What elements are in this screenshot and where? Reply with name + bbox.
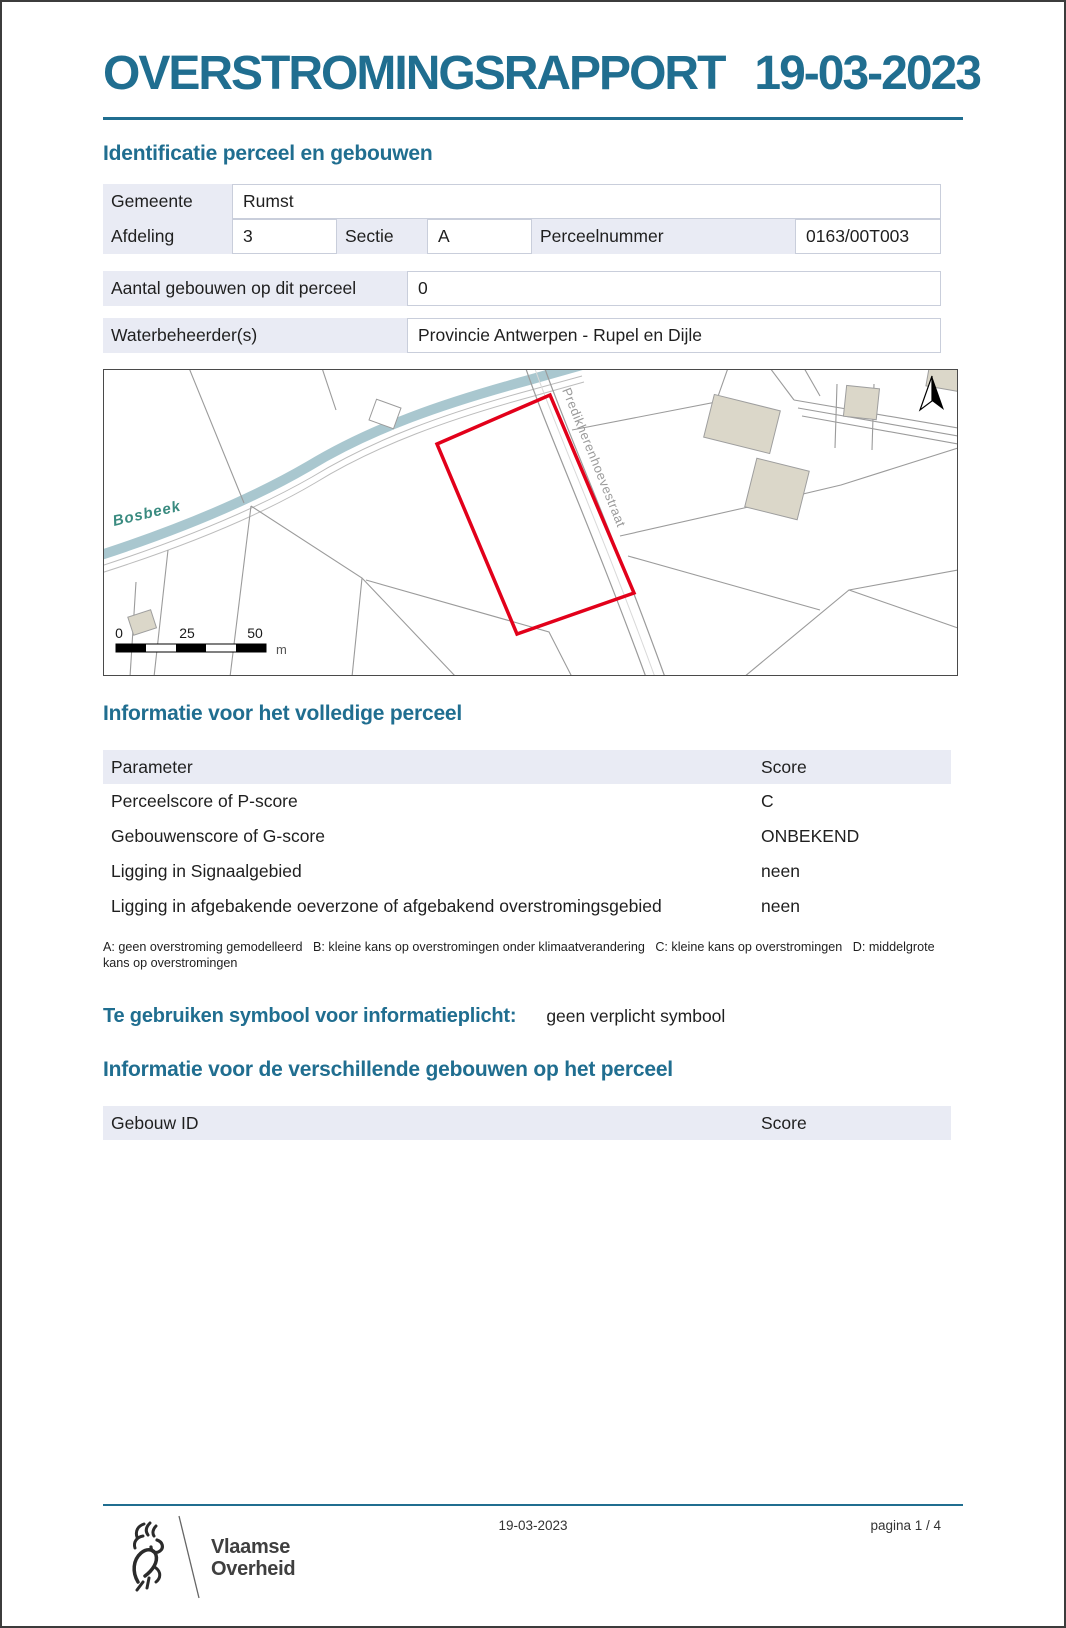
scale-unit: m: [276, 642, 287, 657]
table-header-row: [103, 750, 951, 784]
parcel-map-canvas: [104, 370, 957, 675]
table-row: [103, 184, 941, 219]
table-row: [103, 854, 951, 889]
footer-page-number: pagina 1 / 4: [870, 1518, 941, 1533]
scale-tick-50: 50: [247, 625, 263, 641]
org-name: [211, 1536, 295, 1580]
stream-label: Bosbeek: [111, 497, 183, 530]
perceel-score-table: [103, 750, 951, 924]
sectie-label: Sectie: [337, 219, 427, 254]
column-parameter: Parameter: [111, 756, 193, 777]
scale-tick-0: 0: [115, 625, 123, 641]
row-parameter: Gebouwenscore of G-score: [111, 826, 325, 846]
table-row: [103, 318, 941, 353]
gebouwen-info-heading: Informatie voor de verschillende gebouwen op het perceel: [103, 1058, 673, 1081]
identification-table: [103, 184, 941, 353]
score-legend-footnote: A: geen overstroming gemodelleerd B: kleine kans op overstromingen onder klimaatverandering C: kleine kans op overstromingen D: middelgrote kans op overstromingen: [103, 940, 939, 970]
table-row: [103, 784, 951, 819]
street-label: Predikherenhoevestraat: [559, 385, 629, 530]
perceelnummer-value: 0163/00T003: [795, 219, 941, 254]
org-name-line1: Vlaamse: [211, 1536, 291, 1558]
table-row: [103, 889, 951, 924]
gemeente-label: Gemeente: [103, 184, 232, 219]
stream-bosbeek: [104, 370, 582, 556]
table-row: [103, 819, 951, 854]
title-divider: [103, 117, 963, 120]
gebouwen-score-table: [103, 1106, 951, 1140]
row-score: neen: [761, 896, 800, 916]
page-title: [103, 46, 980, 101]
afdeling-label: Afdeling: [103, 219, 232, 254]
identification-heading: Identificatie perceel en gebouwen: [103, 142, 433, 165]
table-row: [103, 219, 941, 254]
row-parameter: Perceelscore of P-score: [111, 791, 298, 811]
page-footer: [103, 1504, 963, 1580]
row-parameter: Ligging in Signaalgebied: [111, 861, 302, 881]
column-score: Score: [761, 756, 807, 777]
waterbeheerder-label: Waterbeheerder(s): [103, 318, 407, 353]
footer-divider: [103, 1504, 963, 1506]
aantal-gebouwen-value: 0: [407, 271, 941, 306]
parcel-map: [103, 369, 958, 676]
row-score: ONBEKEND: [761, 826, 860, 846]
column-gebouw-id: Gebouw ID: [111, 1112, 199, 1133]
symbool-heading: Te gebruiken symbool voor informatieplicht:: [103, 1005, 517, 1027]
waterbeheerder-value: Provincie Antwerpen - Rupel en Dijle: [407, 318, 941, 353]
aantal-gebouwen-label: Aantal gebouwen op dit perceel: [103, 271, 407, 306]
org-name-line2: Overheid: [211, 1558, 296, 1580]
gemeente-value: Rumst: [232, 184, 941, 219]
selected-parcel-outline: [437, 395, 634, 634]
symbool-value: geen verplicht symbool: [546, 1006, 726, 1026]
column-score: Score: [761, 1112, 807, 1133]
scale-tick-25: 25: [179, 625, 195, 641]
report-title-date: 19-03-2023: [754, 47, 980, 100]
perceelnummer-label: Perceelnummer: [532, 219, 795, 254]
row-score: C: [761, 791, 774, 811]
afdeling-value: 3: [232, 219, 337, 254]
symbool-section: [103, 1005, 963, 1028]
row-score: neen: [761, 861, 800, 881]
footer-date: 19-03-2023: [498, 1518, 568, 1533]
sectie-value: A: [427, 219, 532, 254]
perceel-info-heading: Informatie voor het volledige perceel: [103, 702, 463, 725]
buildings: [128, 370, 957, 635]
row-parameter: Ligging in afgebakende oeverzone of afgebakend overstromingsgebied: [111, 896, 662, 916]
table-row: [103, 271, 941, 306]
report-title: OVERSTROMINGSRAPPORT: [103, 47, 725, 100]
towpath-lines: [104, 376, 584, 574]
table-header-row: [103, 1106, 951, 1140]
